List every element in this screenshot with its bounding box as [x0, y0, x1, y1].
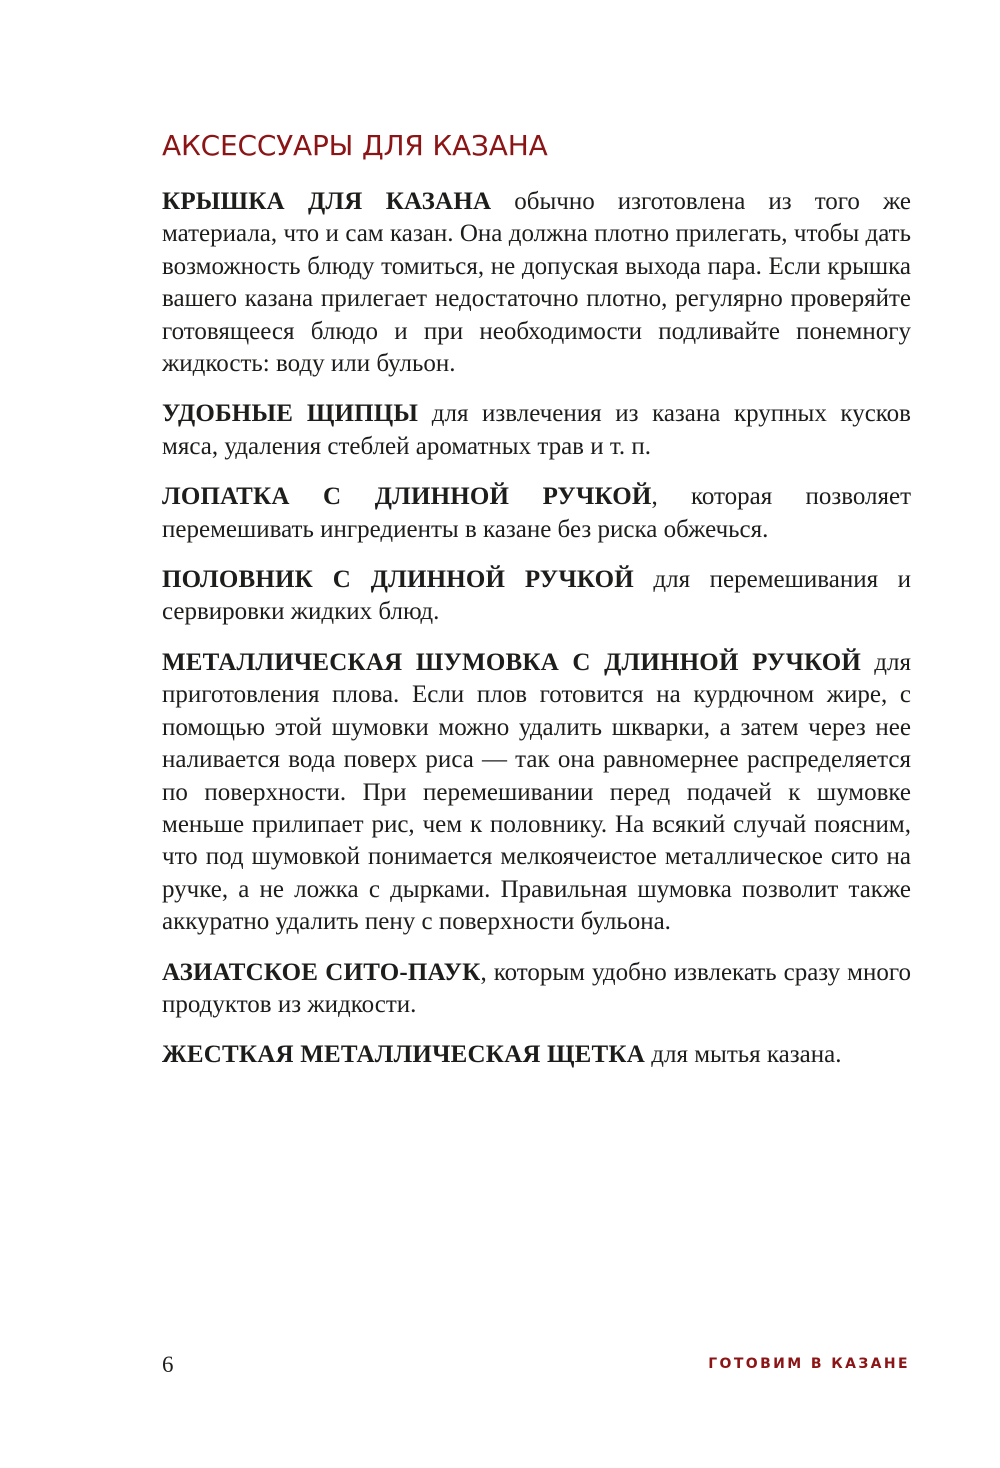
- accessory-term: АЗИАТСКОЕ СИТО-ПАУК: [162, 958, 481, 986]
- accessory-item: [162, 564, 911, 629]
- accessories-list: [162, 186, 911, 1090]
- accessory-item: [162, 1039, 911, 1071]
- accessory-description: для приготовления плова. Если плов готовится на курдючном жире, с помощью этой шумовки можно удалить шкварки, а затем через нее наливается вода поверх риса — так она равномернее распределяется по поверхности. При перемешивании перед подачей к шумовке меньше прилипает рис, чем к половнику. На всякий случай поясним, что под шумовкой понимается мелкоячеистое металлическое сито на ручке, а не ложка с дырками. Правильная шумовка позволит также аккуратно удалить пену с поверхности бульона.: [162, 648, 912, 936]
- accessory-description: , которым удобно извлекать сразу много продуктов из жидкости.: [162, 958, 911, 1018]
- accessory-item: [162, 398, 911, 463]
- accessory-description: для перемешивания и сервировки жидких блюд.: [162, 566, 911, 626]
- accessory-term: ПОЛОВНИК С ДЛИННОЙ РУЧКОЙ: [162, 566, 634, 594]
- page-number: 6: [162, 1352, 174, 1377]
- running-title: ГОТОВИМ В КАЗАНЕ: [708, 1356, 910, 1372]
- section-heading: АКСЕССУАРЫ ДЛЯ КАЗАНА: [162, 129, 548, 162]
- accessory-term: ЖЕСТКАЯ МЕТАЛЛИЧЕСКАЯ ЩЕТКА: [162, 1041, 646, 1069]
- accessory-description: , которая позволяет перемешивать ингредиенты в казане без риска обжечься.: [162, 483, 911, 543]
- accessory-term: УДОБНЫЕ ЩИПЦЫ: [162, 400, 419, 428]
- accessory-term: МЕТАЛЛИЧЕСКАЯ ШУМОВКА С ДЛИННОЙ РУЧКОЙ: [162, 648, 862, 676]
- accessory-item: [162, 481, 911, 546]
- accessory-description: обычно изготовлена из того же материала, что и сам казан. Она должна плотно прилегать, чтобы дать возможность блюду томиться, не допуская выхода пара. Если крышка вашего казана прилегает недостаточно плотно, регулярно проверяйте готовящееся блюдо и при необходимости подливайте понемногу жидкость: воду или бульон.: [162, 188, 911, 378]
- accessory-term: КРЫШКА ДЛЯ КАЗАНА: [162, 188, 492, 215]
- accessory-description: для мытья казана.: [645, 1041, 842, 1069]
- accessory-item: [162, 186, 911, 380]
- accessory-item: [162, 647, 911, 939]
- accessory-description: для извлечения из казана крупных кусков мяса, удаления стеблей ароматных трав и т. п.: [162, 400, 911, 460]
- accessory-term: ЛОПАТКА С ДЛИННОЙ РУЧКОЙ: [162, 483, 652, 511]
- accessory-item: [162, 957, 911, 1022]
